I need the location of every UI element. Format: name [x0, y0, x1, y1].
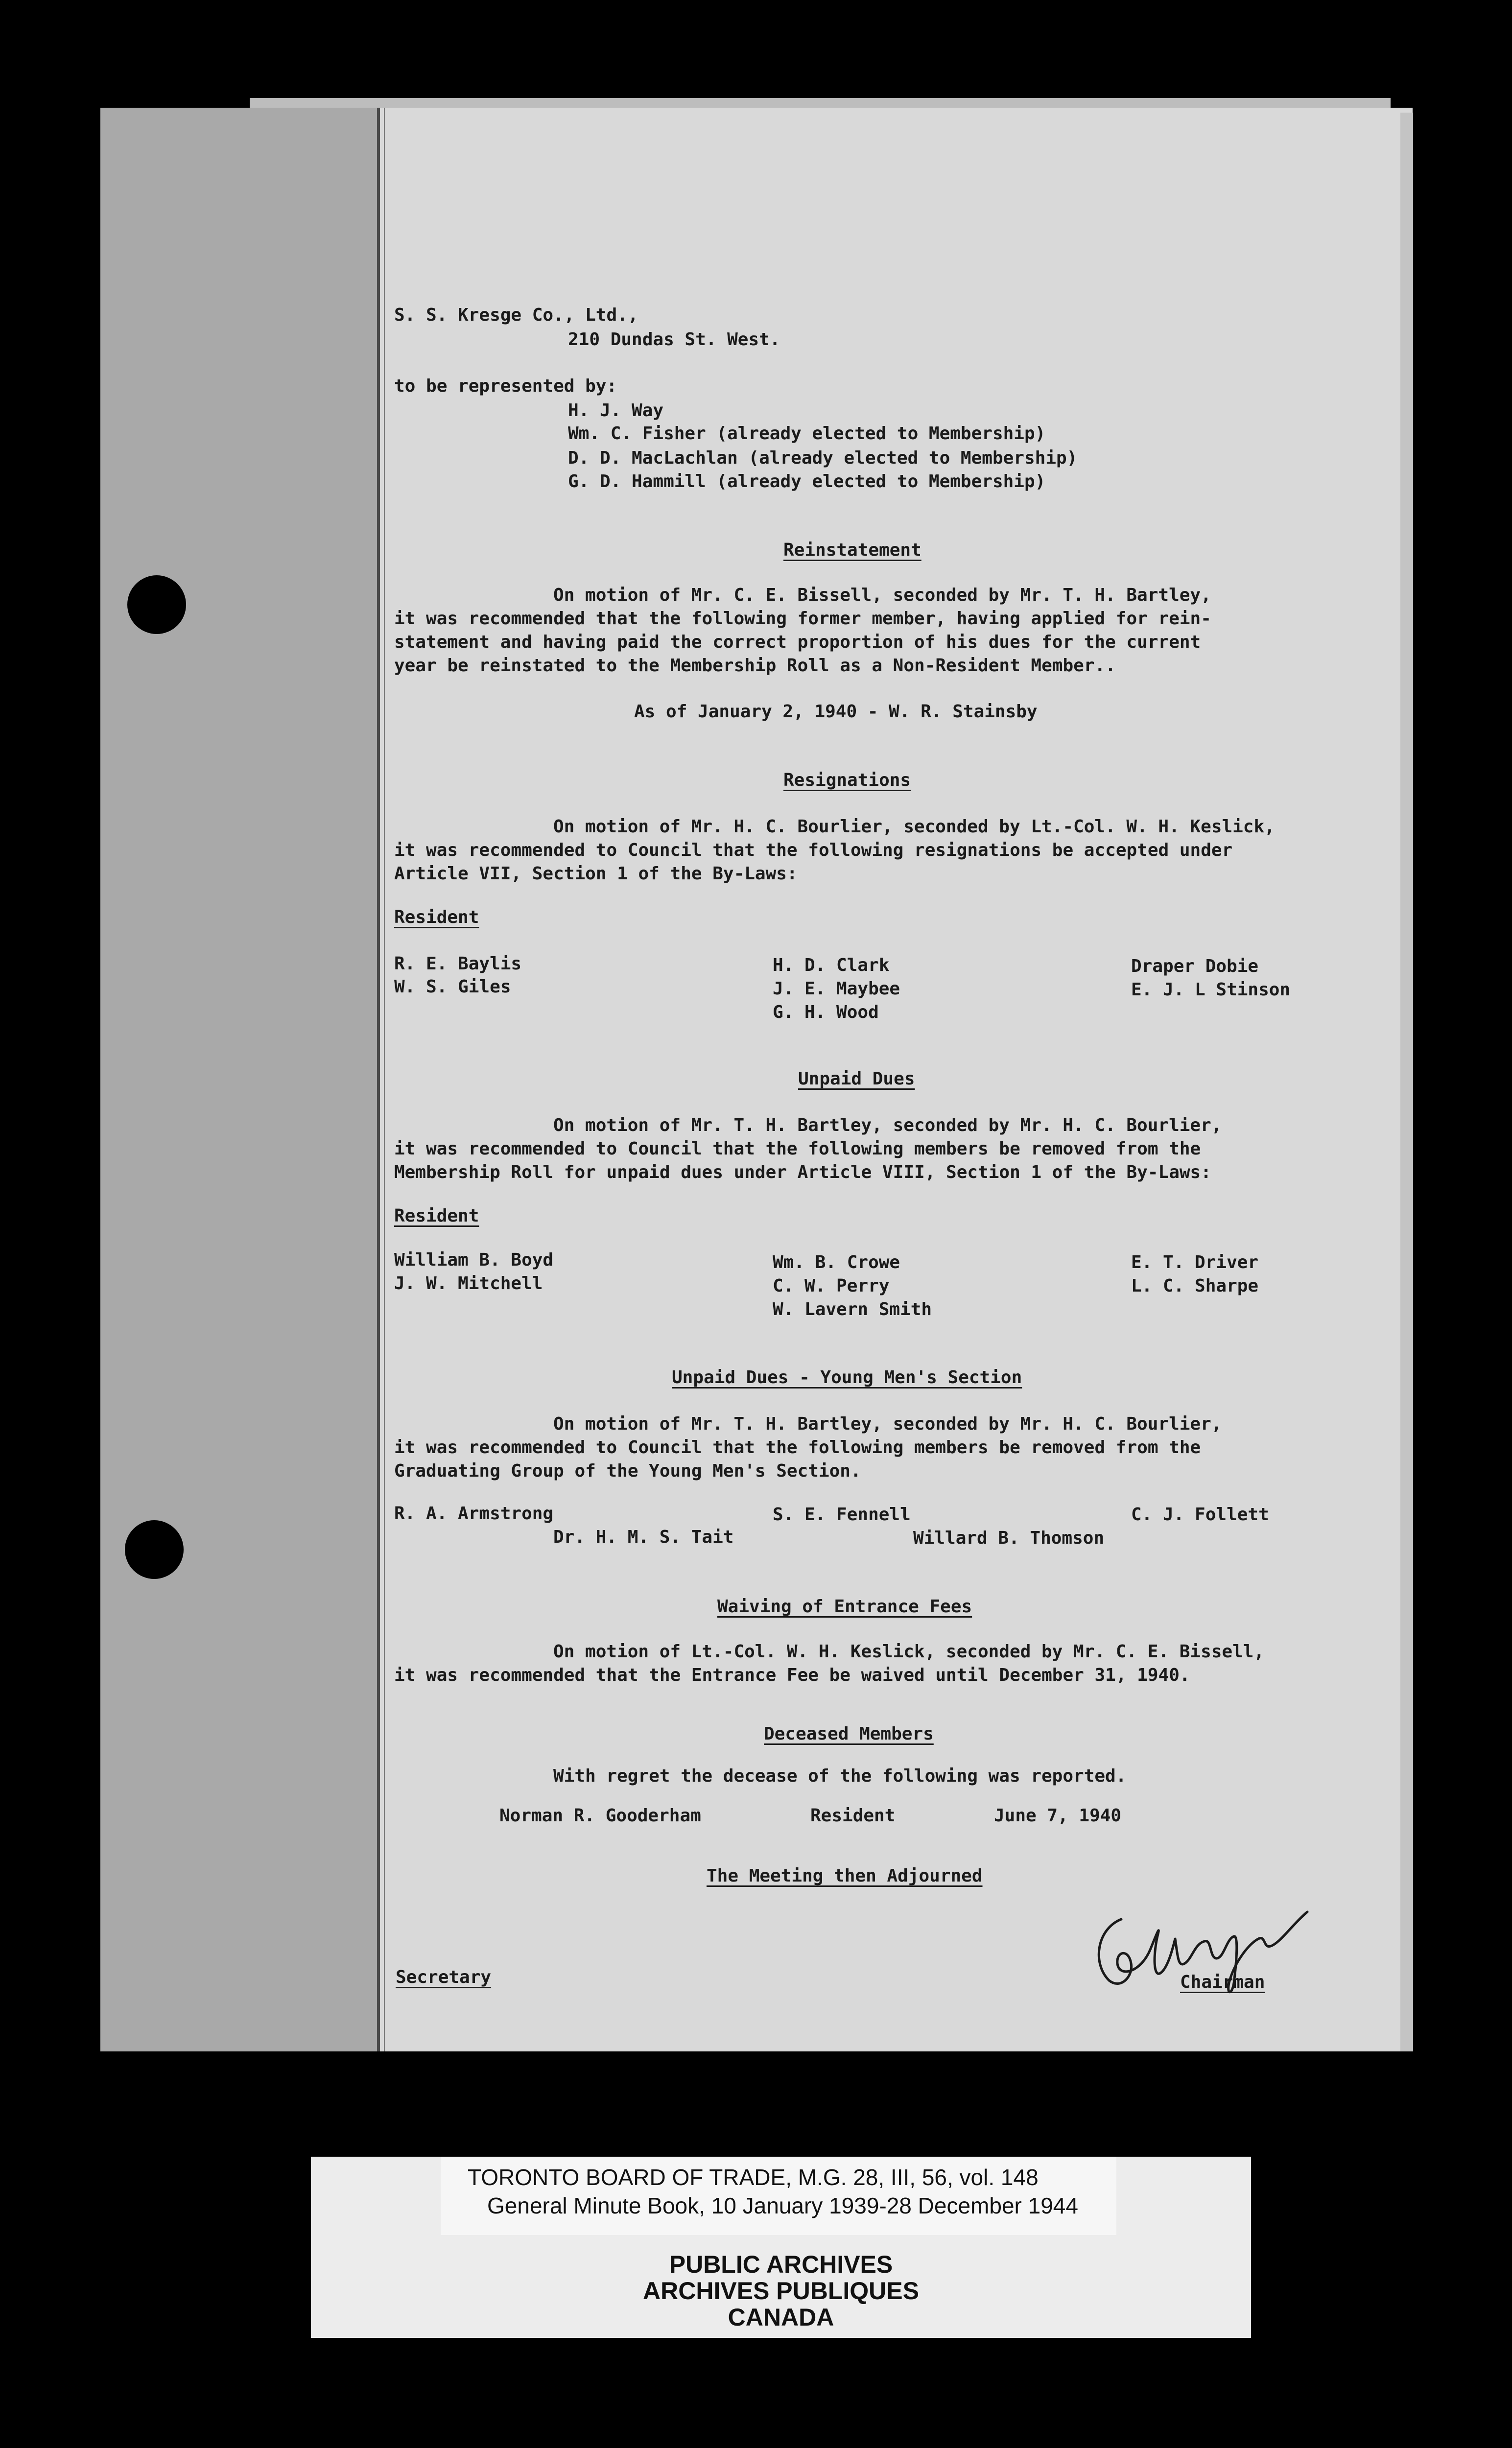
entrance-fees-heading: Waiving of Entrance Fees — [717, 1597, 972, 1617]
member-name: E. T. Driver — [1131, 1252, 1259, 1272]
motion-line: statement and having paid the correct proportion of his dues for the current — [394, 632, 1201, 652]
motion-line: Article VII, Section 1 of the By-Laws: — [394, 864, 798, 884]
unpaid-dues-heading: Unpaid Dues — [798, 1069, 915, 1089]
deceased-status: Resident — [810, 1806, 896, 1826]
deceased-heading: Deceased Members — [764, 1724, 934, 1744]
secretary-label: Secretary — [396, 1967, 492, 1987]
company-address: 210 Dundas St. West. — [568, 330, 780, 350]
company-name: S. S. Kresge Co., Ltd., — [394, 305, 638, 325]
archives-country: CANADA — [728, 2304, 834, 2331]
member-name: W. S. Giles — [394, 977, 511, 997]
member-name: S. E. Fennell — [773, 1505, 911, 1525]
member-name: William B. Boyd — [394, 1250, 554, 1270]
motion-line: it was recommended to Council that the following members be removed from the — [394, 1139, 1201, 1159]
representative: Wm. C. Fisher (already elected to Membership) — [568, 424, 1046, 444]
category-label: Resident — [394, 1206, 479, 1226]
chairman-label: Chairman — [1180, 1972, 1265, 1992]
member-name: R. A. Armstrong — [394, 1504, 554, 1524]
motion-line: it was recommended that the following former member, having applied for rein- — [394, 609, 1211, 629]
member-name: J. W. Mitchell — [394, 1273, 543, 1294]
member-name: L. C. Sharpe — [1131, 1276, 1259, 1296]
reinstatement-heading: Reinstatement — [783, 540, 921, 560]
motion-line: it was recommended to Council that the following resignations be accepted under — [394, 840, 1233, 860]
representative: D. D. MacLachlan (already elected to Membership) — [568, 448, 1078, 468]
reinstatement-entry: As of January 2, 1940 - W. R. Stainsby — [634, 702, 1038, 722]
chairman-signature — [1087, 1890, 1317, 2004]
represented-label: to be represented by: — [394, 376, 617, 396]
member-name: R. E. Baylis — [394, 954, 522, 974]
motion-line: On motion of Mr. T. H. Bartley, seconded by Mr. H. C. Bourlier, — [553, 1414, 1222, 1434]
adjourned-heading: The Meeting then Adjourned — [707, 1866, 983, 1886]
member-name: W. Lavern Smith — [773, 1299, 932, 1319]
motion-line: On motion of Lt.-Col. W. H. Keslick, seconded by Mr. C. E. Bissell, — [553, 1642, 1265, 1662]
member-name: Willard B. Thomson — [913, 1528, 1105, 1548]
member-name: Draper Dobie — [1131, 956, 1259, 976]
young-mens-heading: Unpaid Dues - Young Men's Section — [672, 1367, 1022, 1388]
motion-line: year be reinstated to the Membership Roll as a Non-Resident Member.. — [394, 656, 1116, 676]
motion-line: On motion of Mr. C. E. Bissell, seconded by Mr. T. H. Bartley, — [553, 585, 1211, 605]
archive-reference: TORONTO BOARD OF TRADE, M.G. 28, III, 56, vol. 148 — [468, 2165, 1039, 2190]
motion-line: it was recommended that the Entrance Fee be waived until December 31, 1940. — [394, 1665, 1190, 1685]
member-name: Dr. H. M. S. Tait — [553, 1527, 734, 1547]
member-name: C. W. Perry — [773, 1276, 890, 1296]
archive-description: General Minute Book, 10 January 1939-28 December 1944 — [487, 2193, 1078, 2218]
deceased-intro: With regret the decease of the following was reported. — [553, 1766, 1127, 1786]
archives-name-english: PUBLIC ARCHIVES — [669, 2251, 893, 2278]
member-name: E. J. L Stinson — [1131, 980, 1291, 1000]
motion-line: On motion of Mr. T. H. Bartley, seconded by Mr. H. C. Bourlier, — [553, 1115, 1222, 1135]
representative: G. D. Hammill (already elected to Membership) — [568, 471, 1046, 492]
member-name: G. H. Wood — [773, 1002, 879, 1022]
motion-line: On motion of Mr. H. C. Bourlier, seconded by Lt.-Col. W. H. Keslick, — [553, 817, 1275, 837]
motion-line: Membership Roll for unpaid dues under Article VIII, Section 1 of the By-Laws: — [394, 1162, 1211, 1182]
motion-line: it was recommended to Council that the following members be removed from the — [394, 1437, 1201, 1458]
deceased-date: June 7, 1940 — [994, 1806, 1122, 1826]
archives-name-french: ARCHIVES PUBLIQUES — [643, 2277, 919, 2305]
member-name: Wm. B. Crowe — [773, 1252, 900, 1272]
category-label: Resident — [394, 907, 479, 927]
member-name: C. J. Follett — [1131, 1505, 1269, 1525]
signature-icon — [1087, 1890, 1317, 2002]
resignations-heading: Resignations — [783, 770, 911, 790]
member-name: H. D. Clark — [773, 955, 890, 975]
representative: H. J. Way — [568, 400, 664, 421]
motion-line: Graduating Group of the Young Men's Section. — [394, 1461, 861, 1481]
deceased-name: Norman R. Gooderham — [499, 1806, 701, 1826]
member-name: J. E. Maybee — [773, 979, 900, 999]
